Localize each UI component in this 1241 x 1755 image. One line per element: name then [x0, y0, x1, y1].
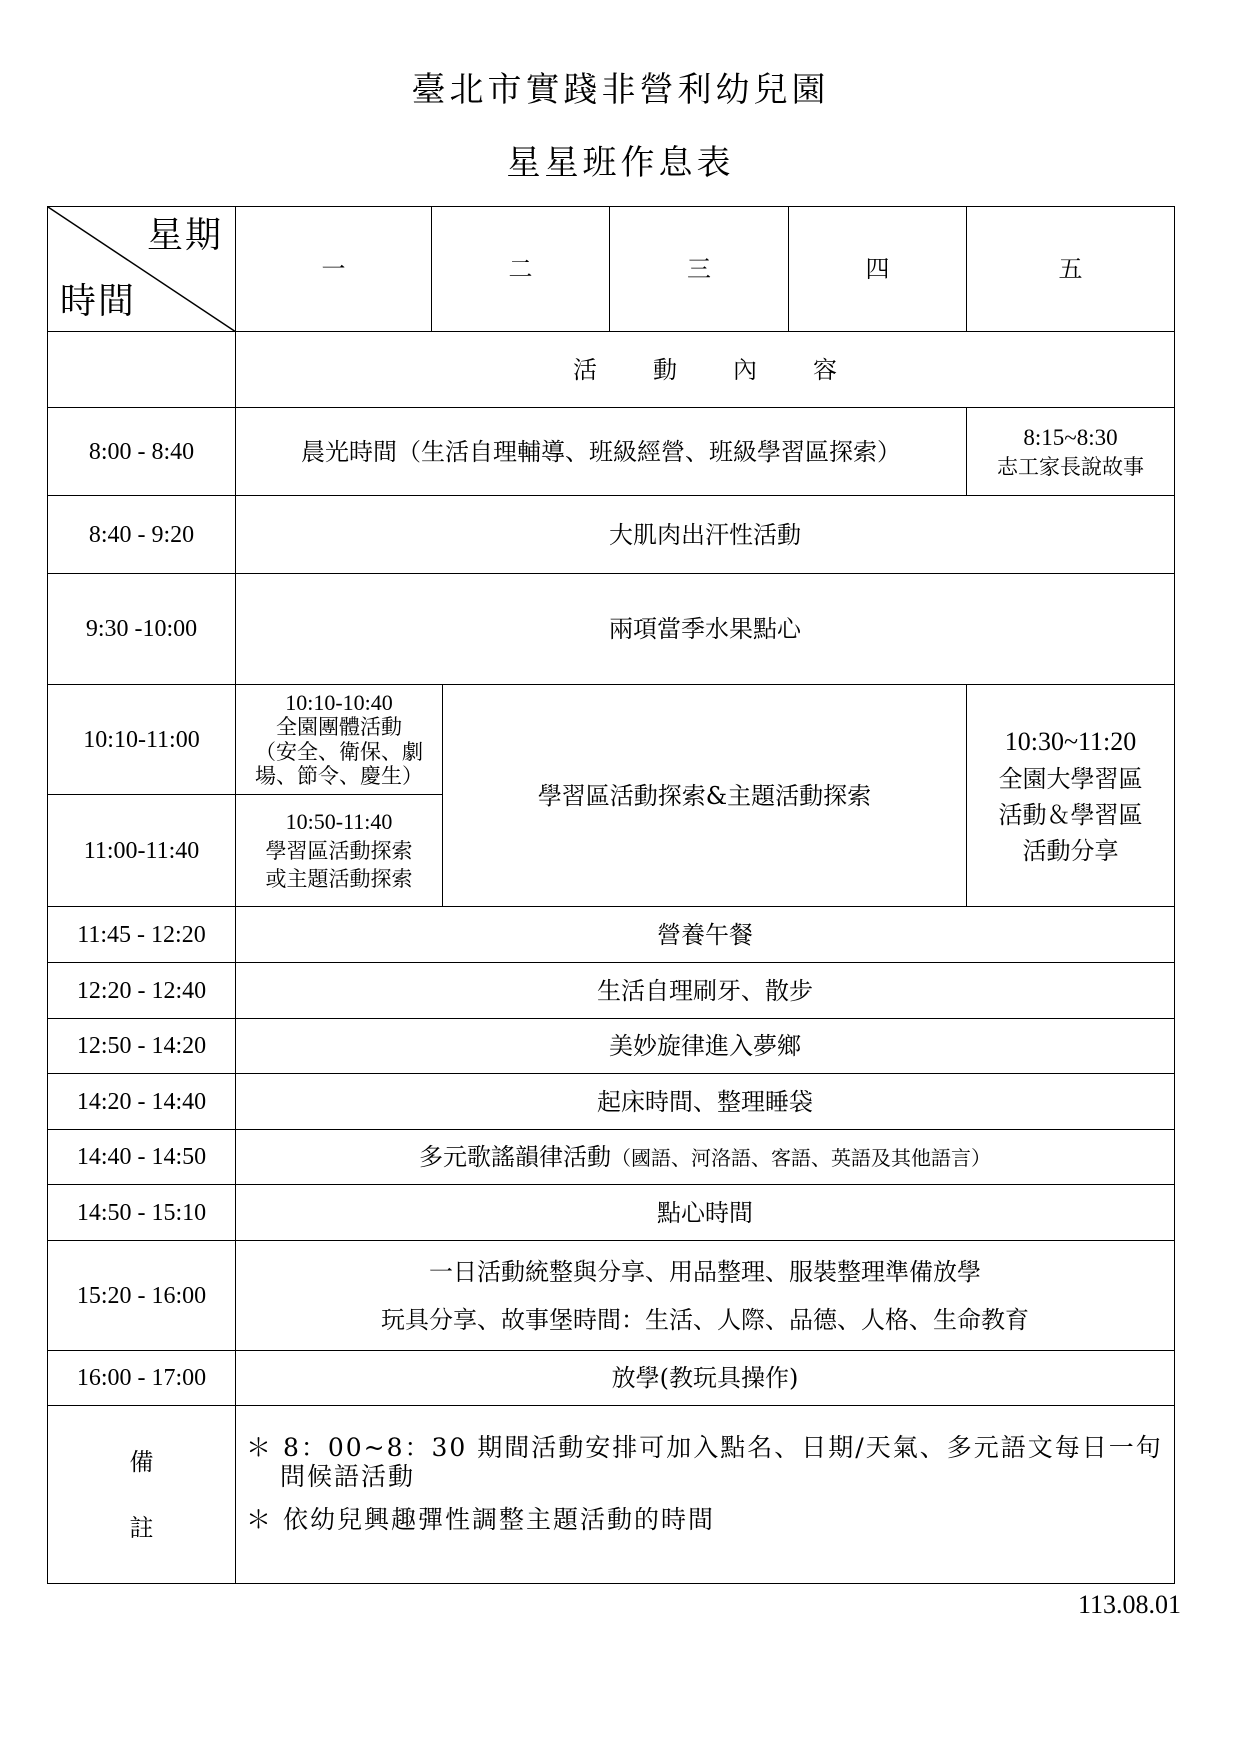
remarks-label-cell [48, 1406, 236, 1584]
remarks-label-2: 註 [129, 1513, 154, 1542]
activity-cell [236, 1241, 1175, 1351]
revision-date: 113.08.01 [1077, 1590, 1181, 1619]
friday-storytime-time: 8:15~8:30 [1023, 424, 1118, 450]
monday-learning-area-line2: 或主題活動探索 [265, 867, 413, 892]
monday-group-activity-cell [236, 685, 443, 795]
activity-header-row [48, 332, 1175, 408]
activity-cell: 美妙旋律進入夢鄉 [236, 1019, 1175, 1074]
friday-learning-area-time: 10:30~11:20 [1004, 727, 1137, 756]
schedule-row [48, 408, 1175, 496]
schedule-row [48, 685, 1175, 795]
time-cell: 12:20 - 12:40 [48, 963, 236, 1019]
day-header-tue: 二 [432, 207, 610, 332]
time-cell: 9:30 -10:00 [48, 574, 236, 685]
monday-group-activity-time: 10:10-10:40 [285, 690, 393, 716]
time-corner-label: 時間 [60, 281, 137, 322]
wrap-up-line2: 玩具分享、故事堡時間：生活、人際、品德、人格、生命教育 [381, 1305, 1029, 1334]
monday-learning-area-time: 10:50-11:40 [285, 809, 393, 835]
activity-cell: 大肌肉出汗性活動 [236, 496, 1175, 574]
language-activity-label: 多元歌謠韻律活動 [419, 1143, 611, 1171]
day-header-fri: 五 [967, 207, 1175, 332]
monday-group-activity-title: 全園團體活動 [276, 715, 402, 740]
time-cell: 11:45 - 12:20 [48, 907, 236, 963]
friday-learning-area-line2: 活動＆學習區 [998, 801, 1143, 829]
friday-learning-area-cell [967, 685, 1175, 907]
activity-cell: 生活自理刷牙、散步 [236, 963, 1175, 1019]
activity-cell: 兩項當季水果點心 [236, 574, 1175, 685]
time-cell: 10:10-11:00 [48, 685, 236, 795]
day-header-wed: 三 [610, 207, 789, 332]
time-cell: 8:40 - 9:20 [48, 496, 236, 574]
schedule-row [48, 574, 1175, 685]
time-cell: 16:00 - 17:00 [48, 1351, 236, 1406]
activity-cell: 營養午餐 [236, 907, 1175, 963]
activity-cell: 起床時間、整理睡袋 [236, 1074, 1175, 1130]
activity-header: 活動內容 [236, 332, 1175, 408]
remark-item: ＊ 8：00~8：30 期間活動安排可加入點名、日期/天氣、多元語文每日一句問候語活動 [246, 1433, 1163, 1491]
monday-learning-area-cell [236, 795, 443, 907]
corner-cell [48, 207, 236, 332]
time-cell: 8:00 - 8:40 [48, 408, 236, 496]
schedule-table [47, 206, 1175, 1584]
language-activity-detail: （國語、河洛語、客語、英語及其他語言） [611, 1146, 991, 1170]
remarks-row [48, 1406, 1175, 1584]
activity-cell [236, 1130, 1175, 1185]
friday-learning-area-line3: 活動分享 [1022, 837, 1119, 865]
schedule-row [48, 1185, 1175, 1241]
schedule-row [48, 907, 1175, 963]
monday-learning-area-line1: 學習區活動探索 [265, 839, 413, 863]
time-cell: 14:50 - 15:10 [48, 1185, 236, 1241]
friday-learning-area-line1: 全園大學習區 [998, 765, 1143, 793]
schedule-row [48, 1241, 1175, 1351]
monday-group-activity-detail: （安全、衛保、劇場、節令、慶生） [255, 739, 423, 788]
schedule-row [48, 1019, 1175, 1074]
learning-area-cell: 學習區活動探索&主題活動探索 [443, 685, 967, 907]
time-cell: 15:20 - 16:00 [48, 1241, 236, 1351]
friday-storytime-label: 志工家長說故事 [997, 454, 1144, 479]
schedule-row [48, 1351, 1175, 1406]
time-cell: 14:40 - 14:50 [48, 1130, 236, 1185]
day-header-thu: 四 [789, 207, 967, 332]
activity-cell: 放學(教玩具操作) [236, 1351, 1175, 1406]
sheet-title: 星星班作息表 [506, 143, 735, 183]
schedule-row [48, 963, 1175, 1019]
weekday-corner-label: 星期 [146, 215, 223, 256]
time-cell: 14:20 - 14:40 [48, 1074, 236, 1130]
activity-cell: 點心時間 [236, 1185, 1175, 1241]
header-row [48, 207, 1175, 332]
remark-item: ＊ 依幼兒興趣彈性調整主題活動的時間 [246, 1504, 715, 1534]
empty-time-cell [48, 332, 236, 408]
school-name: 臺北市實踐非營利幼兒園 [411, 70, 830, 110]
schedule-row [48, 496, 1175, 574]
remarks-label-1: 備 [129, 1447, 154, 1476]
time-cell: 12:50 - 14:20 [48, 1019, 236, 1074]
wrap-up-line1: 一日活動統整與分享、用品整理、服裝整理準備放學 [429, 1257, 981, 1286]
schedule-row [48, 1074, 1175, 1130]
time-cell: 11:00-11:40 [48, 795, 236, 907]
friday-storytime-cell [967, 408, 1175, 496]
activity-cell: 晨光時間（生活自理輔導、班級經營、班級學習區探索） [236, 408, 967, 496]
remarks-cell [236, 1406, 1175, 1584]
schedule-row [48, 1130, 1175, 1185]
day-header-mon: 一 [236, 207, 432, 332]
